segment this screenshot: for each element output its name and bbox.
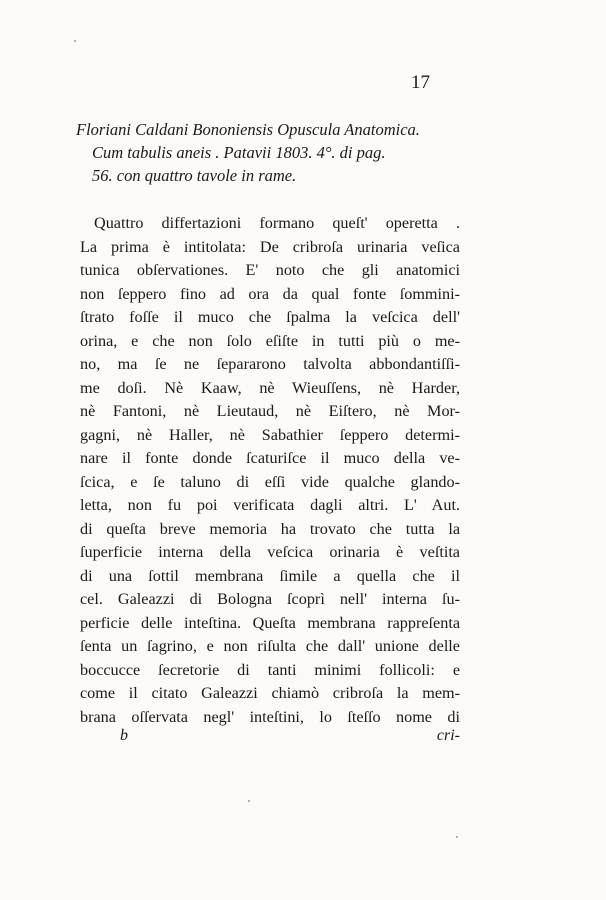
paper-speck (74, 40, 76, 42)
heading-line: Cum tabulis aneis . Patavii 1803. 4°. di pag. (92, 143, 386, 162)
text-line: ſcica, e ſe taluno di eſſi vide qualche glando- (80, 472, 460, 491)
page-number: 17 (411, 72, 430, 93)
text-line: letta, non fu poi verificata dagli altri. L' Aut. (80, 496, 460, 514)
text-line: nare il fonte donde ſcaturiſce il muco della ve- (80, 449, 460, 467)
text-line: boccucce ſecretorie di tanti minimi follicoli: e (80, 660, 460, 679)
paper-speck (248, 800, 250, 802)
body-text (80, 212, 460, 729)
text-line: non ſeppero fino ad ora da qual fonte ſommini- (80, 284, 460, 303)
heading-line: 56. con quattro tavole in rame. (92, 166, 297, 185)
catchword: cri- (436, 727, 460, 744)
text-line: La prima è intitolata: De cribroſa urinaria veſica (80, 237, 460, 256)
text-line: di una ſottil membrana ſimile a quella che il (80, 566, 460, 585)
paper-speck (456, 836, 458, 838)
text-line: nè Fantoni, nè Lieutaud, nè Eiſtero, nè Mor- (80, 402, 460, 420)
bibliographic-heading (76, 118, 476, 187)
text-line: no, ma ſe ne ſepararono talvolta abbondantiſſi- (80, 355, 460, 373)
text-line: gagni, nè Haller, nè Sabathier ſeppero determi- (80, 425, 460, 444)
text-line: come il citato Galeazzi chiamò cribroſa la mem- (80, 684, 460, 702)
text-line: orina, e che non ſolo eſiſte in tutti più o me- (80, 331, 460, 350)
text-line: cel. Galeazzi di Bologna ſcoprì nell' interna ſu- (80, 590, 460, 608)
text-line: tunica obſervationes. E' noto che gli anatomici (80, 261, 460, 279)
text-line: ſenta un ſagrino, e non riſulta che dall' unione delle (80, 637, 460, 655)
signature-mark: b (120, 727, 128, 744)
text-line: ſtrato foſſe il muco che ſpalma la veſcica dell' (80, 308, 460, 326)
heading-line: Floriani Caldani Bononiensis Opuscula Anatomica. (76, 120, 420, 139)
text-line: brana oſſervata negl' inteſtini, lo ſteſſo nome di (80, 707, 460, 726)
text-line: ſuperficie interna della veſcica orinaria è veſtita (80, 543, 460, 561)
text-line: di queſta breve memoria ha trovato che tutta la (80, 519, 460, 538)
text-line: me doſi. Nè Kaaw, nè Wieuſſens, nè Harder, (80, 378, 460, 397)
text-line: Quattro differtazioni formano queſt' operetta . (94, 214, 460, 232)
text-line: perficie delle inteſtina. Queſta membrana rappreſenta (80, 613, 460, 632)
